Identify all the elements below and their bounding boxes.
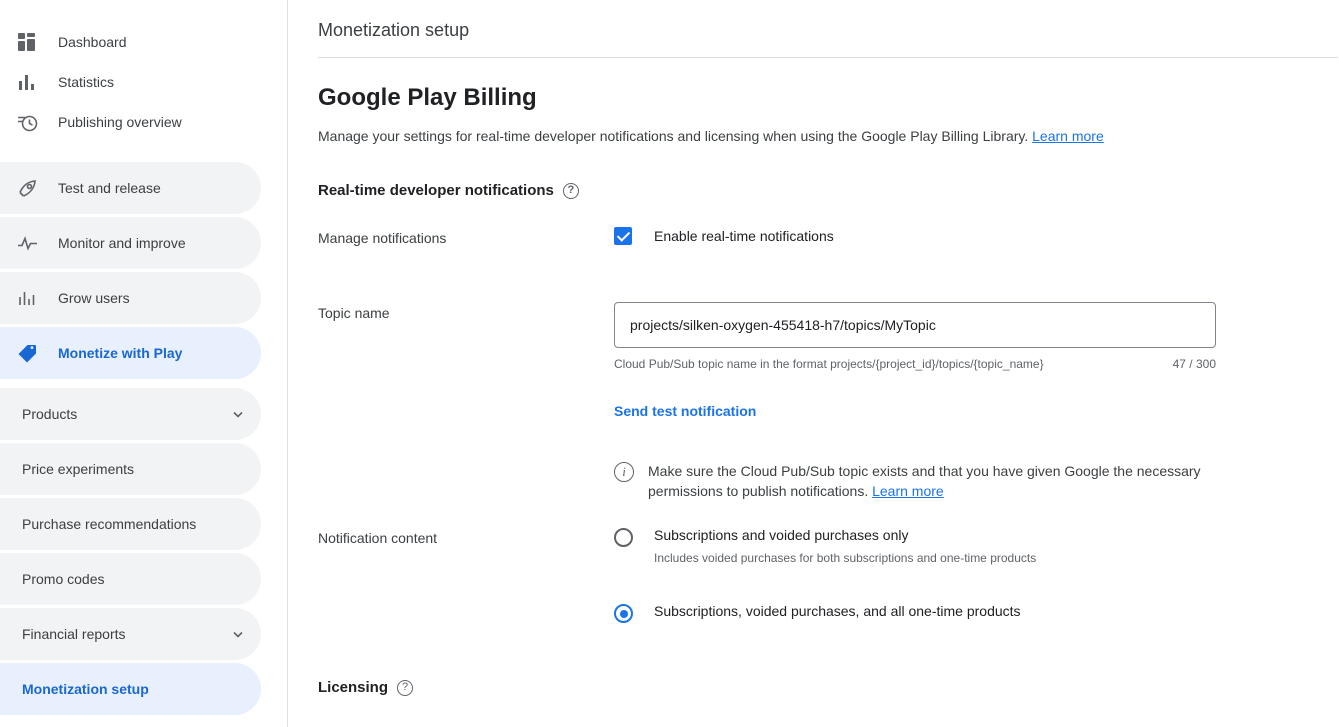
- rtdn-section-title: Real-time developer notifications: [318, 182, 554, 199]
- licensing-title: Licensing: [318, 679, 389, 696]
- help-icon[interactable]: ?: [397, 680, 413, 696]
- breadcrumb: Monetization setup: [318, 0, 1338, 58]
- topic-name-counter: 47 / 300: [1172, 357, 1216, 371]
- sidebar-subitem-products[interactable]: [0, 388, 261, 440]
- rocket-icon: [14, 178, 40, 199]
- option-1-title: Subscriptions and voided purchases only: [654, 527, 909, 543]
- tag-icon: [14, 343, 40, 364]
- notification-content-row: [318, 527, 1339, 623]
- pubsub-info-body: Make sure the Cloud Pub/Sub topic exists and that you have given Google the necessary permissions to publish notifications.: [648, 463, 1201, 499]
- sidebar-item-label: Test and release: [58, 180, 161, 196]
- sidebar-subitem-price-experiments[interactable]: [0, 443, 261, 495]
- licensing-section-header: [318, 679, 1339, 716]
- sidebar-item-test-and-release[interactable]: [0, 162, 261, 214]
- topic-name-hint: Cloud Pub/Sub topic name in the format projects/{project_id}/topics/{topic_name}: [614, 357, 1044, 371]
- pubsub-info-note: [614, 461, 1234, 501]
- topic-name-footer: [614, 357, 1216, 371]
- pubsub-info-text: [648, 461, 1234, 501]
- manage-notifications-label: Manage notifications: [318, 230, 447, 246]
- sidebar-item-monetize-with-play[interactable]: [0, 327, 261, 379]
- notification-content-option-2[interactable]: [614, 603, 1339, 623]
- topic-name-input[interactable]: [614, 302, 1216, 348]
- enable-notifications-row: [614, 227, 1339, 245]
- topic-name-label: Topic name: [318, 305, 390, 321]
- sidebar-item-dashboard[interactable]: [0, 22, 261, 62]
- dashboard-icon: [14, 32, 40, 52]
- radio-subscriptions-and-voided-only[interactable]: [614, 528, 633, 547]
- sidebar-item-monitor-and-improve[interactable]: [0, 217, 261, 269]
- pulse-icon: [14, 233, 40, 254]
- pubsub-info-learn-more-link[interactable]: Learn more: [872, 483, 944, 499]
- sidebar-item-publishing-overview[interactable]: [0, 102, 261, 142]
- notification-content-option-1[interactable]: [614, 527, 1339, 565]
- sidebar-subitem-financial-reports[interactable]: [0, 608, 261, 660]
- sidebar-subitem-promo-codes[interactable]: [0, 553, 261, 605]
- rtdn-section-header: [318, 182, 1339, 199]
- sidebar-subitem-label: Purchase recommendations: [22, 516, 197, 532]
- grow-users-icon: [14, 288, 40, 309]
- sidebar-subitem-label: Promo codes: [22, 571, 105, 587]
- page-description: [318, 126, 1339, 146]
- sidebar-subitem-monetization-setup[interactable]: [0, 663, 261, 715]
- sidebar-item-grow-users[interactable]: [0, 272, 261, 324]
- sidebar-subitem-label: Monetization setup: [22, 681, 149, 697]
- page-description-text: Manage your settings for real-time developer notifications and licensing when using the Google Play Billing Library.: [318, 128, 1033, 144]
- notification-content-label: Notification content: [318, 530, 438, 546]
- enable-notifications-label: Enable real-time notifications: [654, 228, 834, 244]
- sidebar-subitem-label: Products: [22, 406, 78, 422]
- enable-notifications-checkbox[interactable]: [614, 227, 632, 245]
- sidebar-subitem-purchase-recommendations[interactable]: [0, 498, 261, 550]
- info-icon: i: [614, 462, 634, 482]
- main-content: [288, 0, 1339, 727]
- sidebar-item-label: Grow users: [58, 290, 130, 306]
- sidebar-item-label: Monitor and improve: [58, 235, 186, 251]
- sidebar-subitem-label: Price experiments: [22, 461, 135, 477]
- sidebar-item-label: Dashboard: [58, 34, 127, 50]
- page-description-learn-more-link[interactable]: Learn more: [1032, 128, 1104, 144]
- chevron-down-icon[interactable]: [231, 627, 245, 641]
- sidebar-item-label: Statistics: [58, 74, 115, 90]
- help-icon[interactable]: ?: [563, 183, 579, 199]
- sidebar-item-label: Monetize with Play: [58, 345, 183, 361]
- chevron-down-icon[interactable]: [231, 407, 245, 421]
- topic-name-row: [318, 302, 1339, 501]
- manage-notifications-row: [318, 227, 1339, 246]
- sidebar-item-label: Publishing overview: [58, 114, 182, 130]
- sidebar-item-statistics[interactable]: [0, 62, 261, 102]
- sidebar-subitem-label: Financial reports: [22, 626, 126, 642]
- sidebar: [0, 0, 288, 727]
- option-1-subtitle: Includes voided purchases for both subscriptions and one-time products: [654, 551, 1037, 565]
- publishing-overview-icon: [14, 112, 40, 133]
- page-title: Google Play Billing: [318, 84, 537, 111]
- statistics-icon: [14, 72, 40, 92]
- topic-name-value: projects/silken-oxygen-455418-h7/topics/MyTopic: [630, 317, 936, 333]
- send-test-notification-button[interactable]: Send test notification: [614, 403, 757, 419]
- radio-subscriptions-voided-and-one-time[interactable]: [614, 604, 633, 623]
- option-2-title: Subscriptions, voided purchases, and all one-time products: [654, 603, 1021, 619]
